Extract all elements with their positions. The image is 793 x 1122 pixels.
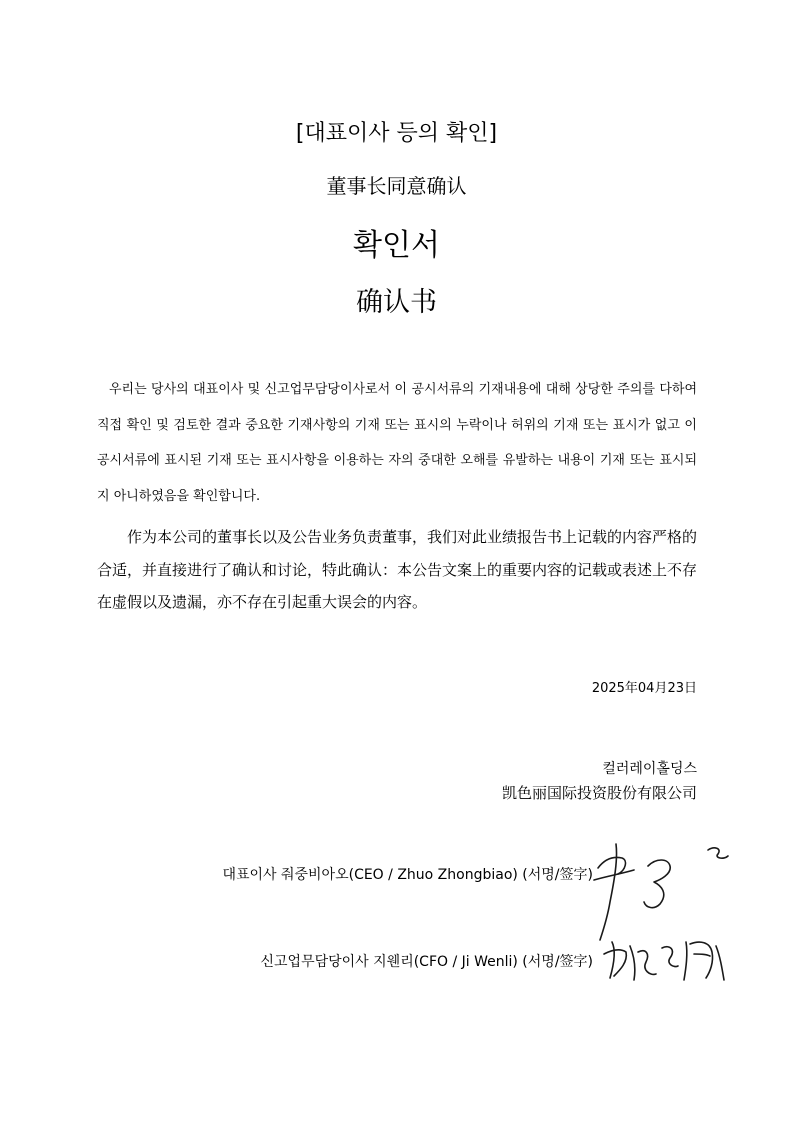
company-name-korean: 컬러레이홀딩스 — [602, 761, 697, 777]
cfo-signature-strokes — [604, 942, 724, 980]
cfo-signature-line: 신고업무담당이사 지웬리(CFO / Ji Wenli) (서명/签字) — [260, 954, 593, 970]
heading-chinese: 确认书 — [356, 287, 437, 318]
ceo-signature-line: 대표이사 줘중비아오(CEO / Zhuo Zhongbiao) (서명/签字) — [222, 867, 593, 883]
heading-korean: 확인서 — [353, 228, 440, 263]
title-korean: [대표이사 등의 확인] — [295, 121, 498, 146]
handwritten-signatures — [590, 830, 740, 990]
paragraph-korean: 우리는 당사의 대표이사 및 신고업무담당이사로서 이 공시서류의 기재내용에 대해 상당한 주의를 다하여 직접 확인 및 검토한 결과 중요한 기재사항의 기재 또는 표시의 누락이나 허위의 기재 또는 표시가 없고 이 공시서류에 표시된 기재 또는 표시사항을 이용하는 자의 중대한 오해를 유발하는 내용이 기재 또는 표시되지 아니하였음을 확인합니다. — [97, 382, 697, 504]
document-date: 2025年04月23日 — [591, 681, 697, 696]
title-chinese: 董事长同意确认 — [326, 174, 467, 198]
ceo-signature-strokes — [594, 844, 728, 940]
paragraph-chinese: 作为本公司的董事长以及公告业务负责董事，我们对此业绩报告书上记载的内容严格的合适，并直接进行了确认和讨论，特此确认：本公告文案上的重要内容的记载或表述上不存在虚假以及遗漏，亦不存在引起重大误会的内容。 — [97, 528, 698, 611]
company-name-chinese: 凯色丽国际投资股份有限公司 — [501, 784, 697, 802]
